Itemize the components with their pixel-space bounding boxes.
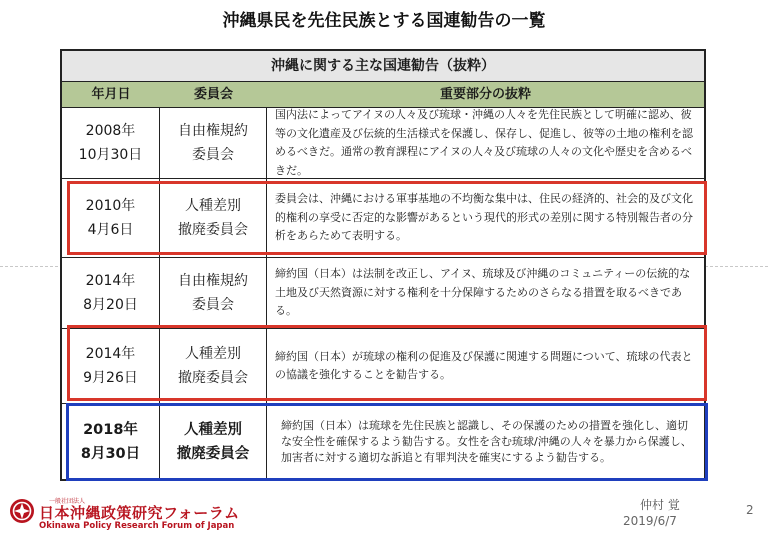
table-row <box>62 108 704 179</box>
author-name: 仲村 覚 <box>640 498 680 512</box>
recommendations-table <box>60 49 706 481</box>
org-name-en: Okinawa Policy Research Forum of Japan <box>39 521 235 531</box>
table-header-row <box>62 82 704 108</box>
table-row <box>62 258 704 329</box>
row-content: 締約国（日本）は法制を改正し、アイヌ、琉球及び沖縄のコミュニティーの伝統的な土地及び天然資源に対する権利を十分保障するためのさらなる措置を取るべきである。 <box>275 267 691 318</box>
org-name-jp: 日本沖縄政策研究フォーラム <box>39 504 240 522</box>
row-committee: 自由権規約 委員会 <box>160 108 267 178</box>
row-date: 2018年 8月30日 <box>62 404 160 479</box>
slide-title: 沖縄県民を先住民族とする国連勧告の一覧 <box>222 11 546 31</box>
row-committee: 人種差別 撤廃委員会 <box>160 404 267 479</box>
row-committee: 人種差別 撤廃委員会 <box>160 179 267 257</box>
row-date: 2010年 4月6日 <box>62 179 160 257</box>
page-number: 2 <box>746 503 754 517</box>
row-committee: 人種差別 撤廃委員会 <box>160 329 267 403</box>
row-date: 2014年 9月26日 <box>62 329 160 403</box>
row-content: 締約国（日本）が琉球の権利の促進及び保護に関連する問題について、琉球の代表との協議を強化することを勧告する。 <box>275 349 693 381</box>
row-date: 2008年 10月30日 <box>62 108 160 178</box>
row-content: 国内法によってアイヌの人々及び琉球・沖縄の人々を先住民族として明確に認め、彼等の文化遺産及び伝統的生活様式を保護し、保存し、促進し、彼等の土地の権利を認めるべきだ。通常の教育課程にアイヌの人々及び琉球の人々の文化や歴史を含めるべきだ。 <box>275 108 693 177</box>
presentation-date: 2019/6/7 <box>623 514 677 528</box>
table-row <box>62 179 704 258</box>
table-caption: 沖縄に関する主な国連勧告（抜粋） <box>62 51 704 82</box>
header-content: 重要部分の抜粋 <box>439 87 531 102</box>
row-content: 委員会は、沖縄における軍事基地の不均衡な集中は、住民の経済的、社会的及び文化的権利の享受に否定的な影響があるという現代的形式の差別に関する特別報告者の分析をあらためて表明する。 <box>275 192 693 243</box>
org-emblem-icon <box>9 498 35 524</box>
row-content: 締約国（日本）は琉球を先住民族と認識し、その保護のための措置を強化し、適切な安全性を確保するよう勧告する。女性を含む琉球/沖縄の人々を暴力から保護し、加害者に対する適切な訴追と有罪判決を確実にするよう勧告する。 <box>281 418 692 464</box>
table-row <box>62 329 704 404</box>
table-row <box>62 404 704 479</box>
org-type-label: 一般社団法人 <box>49 498 86 505</box>
row-committee: 自由権規約 委員会 <box>160 258 267 328</box>
row-date: 2014年 8月20日 <box>62 258 160 328</box>
header-date: 年月日 <box>91 87 131 102</box>
header-committee: 委員会 <box>193 87 233 102</box>
